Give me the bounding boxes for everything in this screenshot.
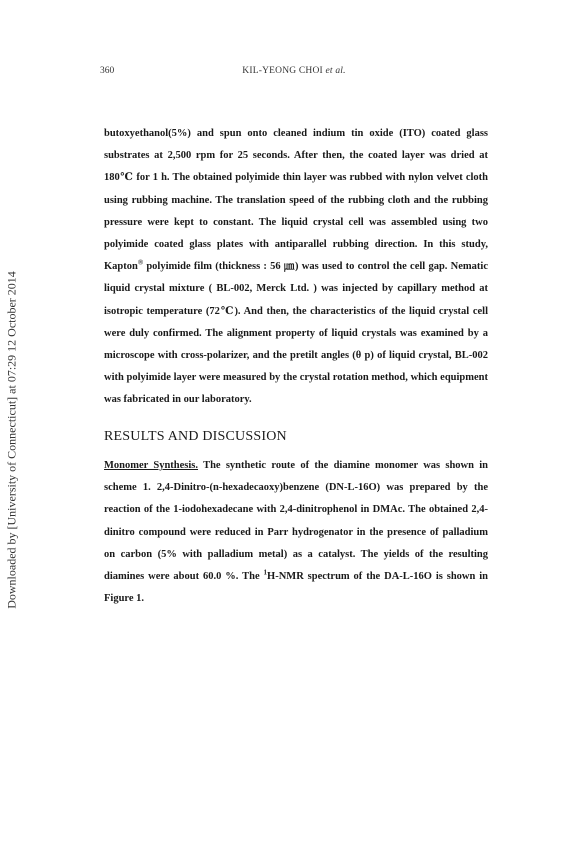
subsection-title: Monomer Synthesis.: [104, 460, 199, 471]
download-note-text: Downloaded by [University of Connecticut] at 07:29 12 October 2014: [4, 271, 19, 609]
download-watermark: [2, 0, 22, 864]
author-suffix: et al.: [325, 66, 346, 76]
methods-text-part1: butoxyethanol(5%) and spun onto cleaned indium tin oxide (ITO) coated glass substrates at 2,500 rpm for 25 seconds. After then, the coated layer was dried at 180℃ for 1 h. The obtained polyimide thin layer was rubbed with nylon velvet cloth using rubbing machine. The translation speed of the rubbing cloth and the rubbing pressure were kept to constant. The liquid crystal cell was assembled using two polyimide coated glass plates with antiparallel rubbing direction. In this study, Kapton: [104, 128, 488, 273]
results-text-part1: The synthetic route of the diamine monomer was shown in scheme 1. 2,4-Dinitro-(n-hexadecaoxy)benzene (DN-L-16O) was prepared by the reaction of the 1-iodohexadecane with 2,4-dinitrophenol in DMAc. The obtained 2,4-dinitro compound were reduced in Parr hydrogenator in the presence of palladium on carbon (5% with palladium metal) as a catalyst. The yields of the resulting diamines were about 60.0 %. The: [104, 460, 488, 583]
nmr-superscript: 1: [263, 568, 268, 577]
results-paragraph: [104, 455, 488, 610]
methods-text-part2: polyimide film (thickness : 56 ㎛) was used to control the cell gap. Nematic liquid crystal mixture ( BL-002, Merck Ltd. ) was injected by capillary method at isotropic temperature (72℃). And then, the characteristics of the liquid crystal cell were duly confirmed. The alignment property of liquid crystals was examined by a microscope with cross-polarizer, and the pretilt angles (θ p) of liquid crystal, BL-002 with polyimide layer were measured by the crystal rotation method, which equipment was fabricated in our laboratory.: [104, 261, 488, 406]
methods-paragraph: [104, 123, 488, 412]
running-header: [100, 66, 488, 82]
running-head-author: [100, 66, 488, 76]
page-number: 360: [100, 66, 115, 76]
author-name: KIL-YEONG CHOI: [242, 66, 323, 76]
registered-mark: ®: [137, 258, 144, 267]
results-text-part2: H-NMR spectrum of the DA-L-16O is shown in Figure 1.: [104, 571, 488, 605]
section-heading: RESULTS AND DISCUSSION: [104, 429, 287, 444]
